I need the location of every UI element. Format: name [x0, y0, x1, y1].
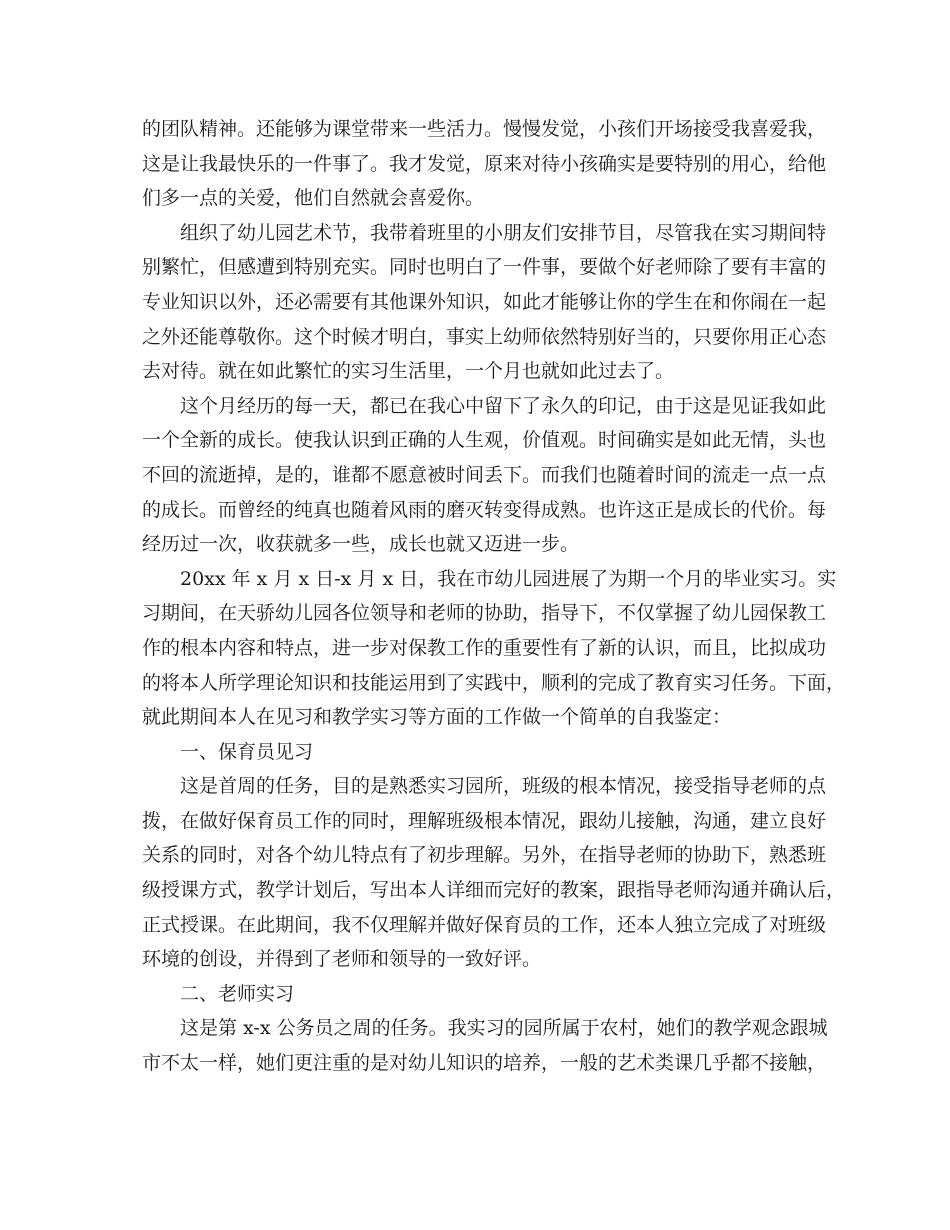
text-line: 之外还能尊敬你。这个时候才明白，事实上幼师依然特别好当的，只要你用正心态: [142, 325, 827, 348]
text-line: 组织了幼儿园艺术节，我带着班里的小朋友们安排节目，尽管我在实习期间特: [180, 221, 827, 244]
text-line: 环境的创设，并得到了老师和领导的一致好评。: [142, 948, 542, 971]
text-line: 这是让我最快乐的一件事了。我才发觉，原来对待小孩确实是要特别的用心，给他: [142, 152, 827, 175]
text-line: 习期间，在天骄幼儿园各位领导和老师的协助，指导下，不仅掌握了幼儿园保教工: [142, 602, 827, 625]
text-line: 级授课方式，教学计划后，写出本人详细而完好的教案，跟指导老师沟通并确认后，: [142, 879, 846, 902]
text-line: 就此期间本人在见习和教学实习等方面的工作做一个简单的自我鉴定：: [142, 706, 732, 729]
text-line: 专业知识以外，还必需要有其他课外知识，如此才能够让你的学生在和你闹在一起: [142, 290, 827, 313]
text-line: 正式授课。在此期间，我不仅理解并做好保育员的工作，还本人独立完成了对班级: [142, 913, 827, 936]
text-line: 这个月经历的每一天，都已在我心中留下了永久的印记，由于这是见证我如此: [180, 394, 827, 417]
text-line: 作的根本内容和特点，进一步对保教工作的重要性有了新的认识，而且，比拟成功: [142, 636, 827, 659]
text-line: 的团队精神。还能够为课堂带来一些活力。慢慢发觉，小孩们开场接受我喜爱我，: [142, 118, 827, 140]
text-line: 一个全新的成长。使我认识到正确的人生观，价值观。时间确实是如此无情，头也: [142, 429, 827, 452]
text-line: 拨，在做好保育员工作的同时，理解班级根本情况，跟幼儿接触，沟通，建立良好: [142, 809, 827, 832]
text-line: 别繁忙，但感遭到特别充实。同时也明白了一件事，要做个好老师除了要有丰富的: [142, 256, 827, 279]
text-line: 们多一点的关爱，他们自然就会喜爱你。: [142, 187, 485, 210]
text-line: 这是第 x-x 公务员之周的任务。我实习的园所属于农村，她们的教学观念跟城: [180, 1017, 828, 1040]
text-line: 不回的流逝掉，是的，谁都不愿意被时间丢下。而我们也随着时间的流走一点一点: [142, 463, 827, 486]
text-line: 经历过一次，收获就多一些，成长也就又迈进一步。: [142, 533, 580, 556]
text-line: 一、保育员见习: [180, 740, 314, 763]
text-line: 关系的同时，对各个幼儿特点有了初步理解。另外，在指导老师的协助下，熟悉班: [142, 844, 827, 867]
text-line: 的将本人所学理论知识和技能运用到了实践中，顺利的完成了教育实习任务。下面，: [142, 671, 846, 694]
text-line: 市不太一样，她们更注重的是对幼儿知识的培养，一般的艺术类课几乎都不接触，: [142, 1052, 827, 1075]
text-line: 这是首周的任务，目的是熟悉实习园所，班级的根本情况，接受指导老师的点: [180, 775, 827, 798]
document-page: [142, 112, 846, 1081]
text-line: 去对待。就在如此繁忙的实习生活里，一个月也就如此过去了。: [142, 360, 675, 383]
text-line: 20xx 年 x 月 x 日-x 月 x 日，我在市幼儿园进展了为期一个月的毕业实习。实: [180, 567, 837, 590]
text-line: 二、老师实习: [180, 982, 295, 1005]
text-line: 的成长。而曾经的纯真也随着风雨的磨灭转变得成熟。也许这正是成长的代价。每: [142, 498, 827, 521]
